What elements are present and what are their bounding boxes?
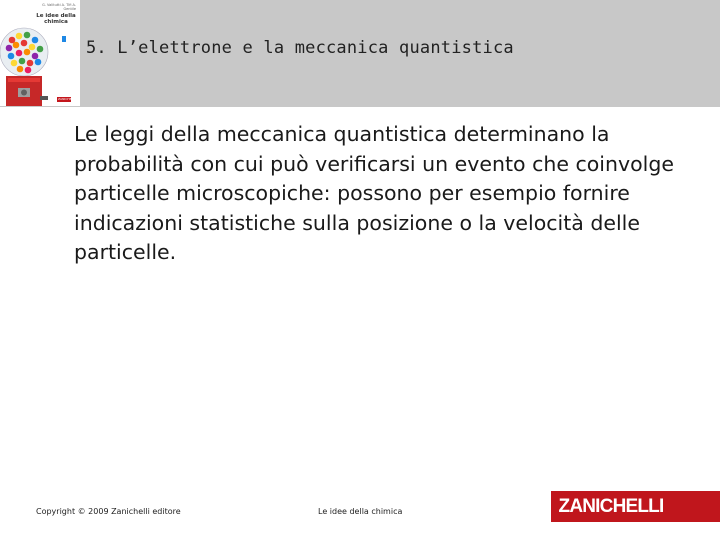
- cover-book-title: Le idee della chimica: [36, 13, 76, 25]
- body-paragraph: Le leggi della meccanica quantistica determinano la probabilità con cui può verificarsi un evento che coinvolge particelle microscopiche: possono per esempio fornire indicazioni statistiche sulla posizione o la velocità delle particelle.: [74, 122, 674, 264]
- zanichelli-logo: [551, 491, 720, 522]
- footer-copyright: Copyright © 2009 Zanichelli editore: [36, 507, 181, 516]
- footer-book-title: Le idee della chimica: [318, 507, 403, 516]
- slide-title: 5. L’elettrone e la meccanica quantistica: [86, 38, 514, 58]
- cover-publisher-label: ZANICHELLI: [58, 97, 76, 101]
- cover-authors: G. Valitutti A. Tifi A. Gentile: [42, 3, 76, 11]
- book-cover-image: [0, 0, 80, 106]
- zanichelli-logo-text: ZANICHELLI: [558, 496, 664, 517]
